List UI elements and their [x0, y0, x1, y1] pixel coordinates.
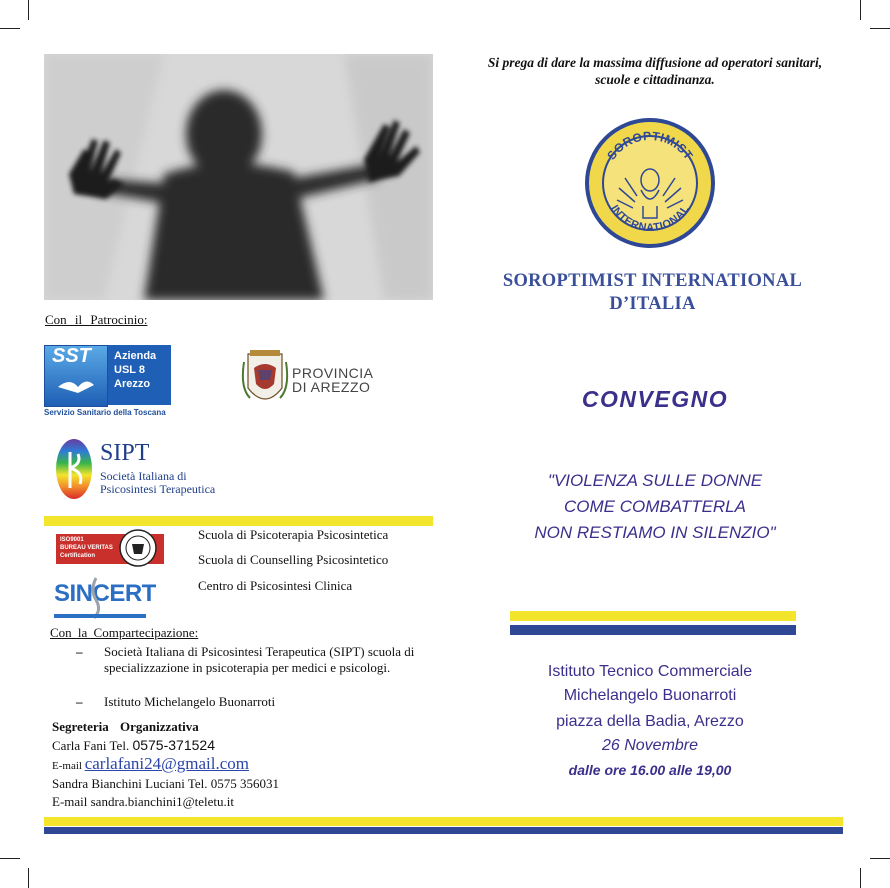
secretariat-info — [52, 718, 279, 811]
seagull-icon — [56, 373, 96, 399]
provincia-line-1: PROVINCIA — [292, 365, 374, 381]
soroptimist-logo — [585, 118, 715, 248]
contact-1-name: Carla Fani Tel. — [52, 738, 133, 753]
contact-1 — [52, 736, 279, 755]
contact-1-email-link[interactable]: carlafani24@gmail.com — [84, 754, 250, 773]
iso-text: ISO9001 — [60, 537, 84, 543]
logo-bottom-text: INTERNATIONAL — [608, 202, 692, 234]
participation-label: Con la Compartecipazione: — [50, 625, 199, 640]
asl-line-3: Arezzo — [114, 378, 151, 390]
organization-title — [470, 270, 835, 316]
patronage-label: Con il Patrocinio: — [45, 312, 148, 327]
sipt-line-2: Psicosintesi Terapeutica — [100, 482, 216, 496]
notice-line-2: scuole e cittadinanza. — [595, 72, 715, 87]
asl-logo — [44, 345, 172, 419]
sincert-text: SINCERT — [54, 580, 156, 607]
dash-bullet: – — [76, 694, 83, 709]
conference-title-line-1: "VIOLENZA SULLE DONNE — [547, 471, 763, 490]
sipt-line-1: Società Italiana di — [100, 469, 187, 483]
logo-top-text: SOROPTIMIST — [604, 128, 696, 163]
participation-item-1-text: Società Italiana di Psicosintesi Terapeutica (SIPT) scuola di specializzazione in psicoterapia per medici e psicologi. — [104, 644, 415, 675]
asl-line-2: USL 8 — [114, 364, 145, 376]
asl-caption: Servizio Sanitario della Toscana — [44, 408, 166, 417]
email-label: E-mail — [52, 760, 85, 772]
crop-mark — [28, 0, 29, 20]
blue-band-bottom — [44, 827, 843, 834]
contact-1-phone: 0575-371524 — [132, 737, 215, 753]
conference-label: CONVEGNO — [581, 386, 729, 412]
venue-line-2: Michelangelo Buonarroti — [563, 687, 737, 704]
contact-2: Sandra Bianchini Luciani Tel. 0575 356031 — [52, 776, 280, 791]
conference-title-line-2: COME COMBATTERLA — [564, 497, 746, 516]
sincert-logo — [54, 576, 156, 622]
blue-band-right — [510, 625, 796, 635]
bv-text: BUREAU VERITAS — [60, 545, 113, 551]
silhouette-image — [44, 54, 433, 300]
venue-time: dalle ore 16.00 alle 19,00 — [568, 762, 732, 778]
asl-short: SST — [52, 345, 91, 367]
crop-mark — [860, 0, 861, 20]
yellow-band-bottom — [44, 817, 843, 826]
sipt-logo — [54, 438, 234, 500]
crop-mark — [870, 28, 890, 29]
yellow-band-right — [510, 611, 796, 621]
secretariat-title: Segreteria Organizzativa — [52, 719, 199, 734]
venue-info — [500, 660, 800, 782]
participation-item-2-text: Istituto Michelangelo Buonarroti — [104, 694, 276, 709]
veritas-seal-icon — [118, 528, 158, 568]
rainbow-emblem-icon — [54, 438, 94, 500]
dash-bullet: – — [76, 644, 83, 659]
conference-title-line-3: NON RESTIAMO IN SILENZIO" — [534, 523, 776, 542]
school-3: Centro di Psicosintesi Clinica — [198, 578, 353, 593]
silhouette-photo — [44, 54, 433, 300]
provincia-line-2: DI AREZZO — [292, 379, 371, 395]
yellow-band-left — [44, 516, 433, 526]
school-1: Scuola di Psicoterapia Psicosintetica — [198, 527, 389, 542]
bureau-veritas-logo — [56, 532, 164, 568]
venue-line-1: Istituto Tecnico Commerciale — [547, 663, 753, 680]
school-2: Scuola di Counselling Psicosintetico — [198, 552, 389, 567]
venue-line-3: piazza della Badia, Arezzo — [556, 713, 744, 730]
sipt-short: SIPT — [100, 440, 150, 466]
diffusion-notice — [470, 54, 840, 88]
coat-of-arms-icon — [240, 348, 290, 416]
venue-date: 26 Novembre — [601, 737, 699, 754]
crop-mark — [860, 868, 861, 888]
conference-title — [490, 468, 820, 546]
org-line-1: SOROPTIMIST INTERNATIONAL — [502, 271, 803, 291]
contact-2-email: E-mail sandra.bianchini1@teletu.it — [52, 794, 234, 809]
crop-mark — [870, 858, 890, 859]
notice-line-1: Si prega di dare la massima diffusione ad operatori sanitari, — [487, 55, 823, 70]
crop-mark — [28, 868, 29, 888]
cert-text: Certification — [60, 553, 96, 559]
contact-1-email-row — [52, 755, 279, 775]
org-line-2: D’ITALIA — [609, 294, 696, 314]
crop-mark — [0, 858, 20, 859]
provincia-logo — [240, 348, 380, 416]
asl-line-1: Azienda — [114, 350, 157, 362]
crop-mark — [0, 28, 20, 29]
